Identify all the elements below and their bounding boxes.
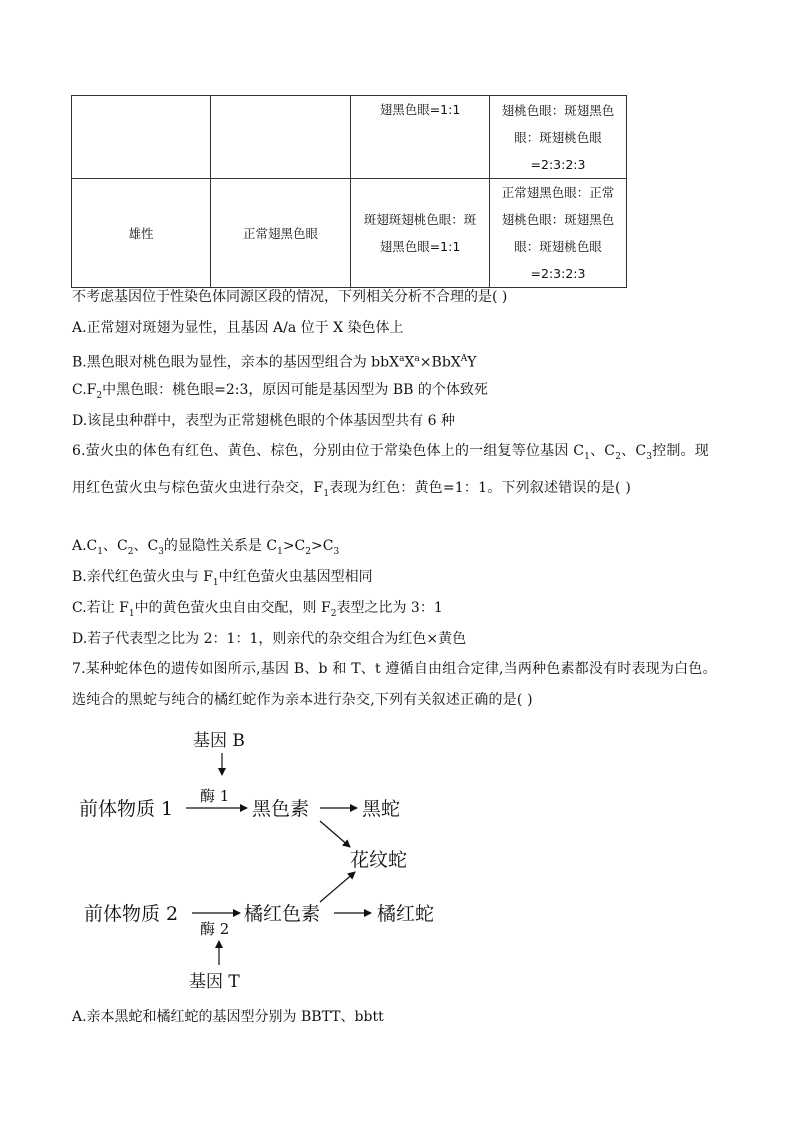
table-cell: [72, 96, 211, 179]
q6-option-c: C.若让 $F_1$中的黄色萤火虫自由交配，则 $F_2$表型之比为 3：1: [72, 600, 443, 619]
cell-line: 翅桃色眼：斑翅黑色: [501, 212, 615, 227]
table-cell: [72, 179, 211, 288]
orange-snake-label: 橘红蛇: [377, 903, 435, 925]
table-row: [72, 96, 627, 179]
table-cell: [490, 96, 627, 179]
table-cell: [490, 179, 627, 288]
melanin-label: 黑色素: [252, 798, 310, 820]
q7-option-a: A.亲本黑蛇和橘红蛇的基因型分别为 BBTT、bbtt: [72, 1009, 384, 1025]
q5-option-c: $C.F_2$中黑色眼：桃色眼=2:3，原因可能是基因型为 BB 的个体致死: [72, 382, 488, 401]
cross-results-table: [71, 95, 627, 288]
enzyme1-label: 酶 1: [200, 787, 230, 805]
orange-to-pattern-arrow: [320, 872, 355, 902]
table-row: [72, 179, 627, 288]
cell-line: =2:3:2:3: [530, 266, 586, 281]
q6-option-d: D.若子代表型之比为 2：1：1，则亲代的杂交组合为红色×黄色: [72, 631, 467, 647]
cell-line: 正常翅黑色眼：正常: [501, 185, 615, 200]
q5-option-a: A.正常翅对斑翅为显性，且基因 A/a 位于 X 染色体上: [72, 320, 404, 336]
q6-option-a: $A.C_1$、$C_2$、$C_3$的显隐性关系是 $C_1>C_2>C_3$: [72, 538, 340, 557]
enzyme2-label: 酶 2: [200, 920, 230, 938]
cell-line: =2:3:2:3: [530, 156, 586, 172]
pattern-snake-label: 花纹蛇: [350, 849, 408, 871]
cell-line: 眼：斑翅桃色眼: [514, 239, 602, 254]
cell-text: 正常翅黑色眼: [242, 225, 318, 241]
gene-b-label: 基因 B: [193, 731, 245, 751]
cell-line: 翅桃色眼：斑翅黑色: [501, 102, 615, 118]
precursor1-label: 前体物质 1: [79, 798, 174, 820]
table-cell: [351, 96, 490, 179]
cell-line: 斑翅斑翅桃色眼：斑: [363, 212, 477, 227]
precursor2-label: 前体物质 2: [84, 903, 179, 925]
table-cell: [211, 96, 351, 179]
cell-text: 雄性: [128, 225, 154, 241]
q5-option-d: D.该昆虫种群中，表型为正常翅桃色眼的个体基因型共有 6 种: [72, 413, 455, 429]
cell-line: 翅黑色眼=1:1: [379, 239, 461, 254]
cell-line: 眼：斑翅桃色眼: [514, 129, 602, 145]
orange-pigment-label: 橘红色素: [244, 903, 321, 925]
pathway-diagram: [0, 725, 794, 1015]
q7-stem: 7.某种蛇体色的遗传如图所示,基因 B、b 和 T、t 遵循自由组合定律,当两种色素都没有时表现为白色。选纯合的黑蛇与纯合的橘红蛇作为亲本进行杂交,下列有关叙述正确的是( ): [72, 661, 717, 708]
q5-option-b: B.黑色眼对桃色眼为显性，亲本的基因型组合为 $bbX^aX^a\times BbX^AY$: [72, 354, 477, 371]
q6-option-b: B.亲代红色萤火虫与 $F_1$中红色萤火虫基因型相同: [72, 569, 373, 588]
q5-stem: 不考虑基因位于性染色体同源区段的情况，下列相关分析不合理的是( ): [72, 289, 508, 305]
cell-text: 翅黑色眼=1:1: [379, 102, 461, 117]
melanin-to-pattern-arrow: [320, 821, 350, 847]
table-cell: [211, 179, 351, 288]
black-snake-label: 黑蛇: [362, 798, 401, 820]
q6-stem: 6.萤火虫的体色有红色、黄色、棕色，分别由位于常染色体上的一组复等位基因 $C_1$、$C_2$、$C_3$控制。现用红色萤火虫与棕色萤火虫进行杂交，$F_1$表现为红色：黄色=1：1。下列叙述错误的是( ): [72, 443, 709, 499]
gene-t-label: 基因 T: [189, 972, 240, 992]
table-cell: [351, 179, 490, 288]
